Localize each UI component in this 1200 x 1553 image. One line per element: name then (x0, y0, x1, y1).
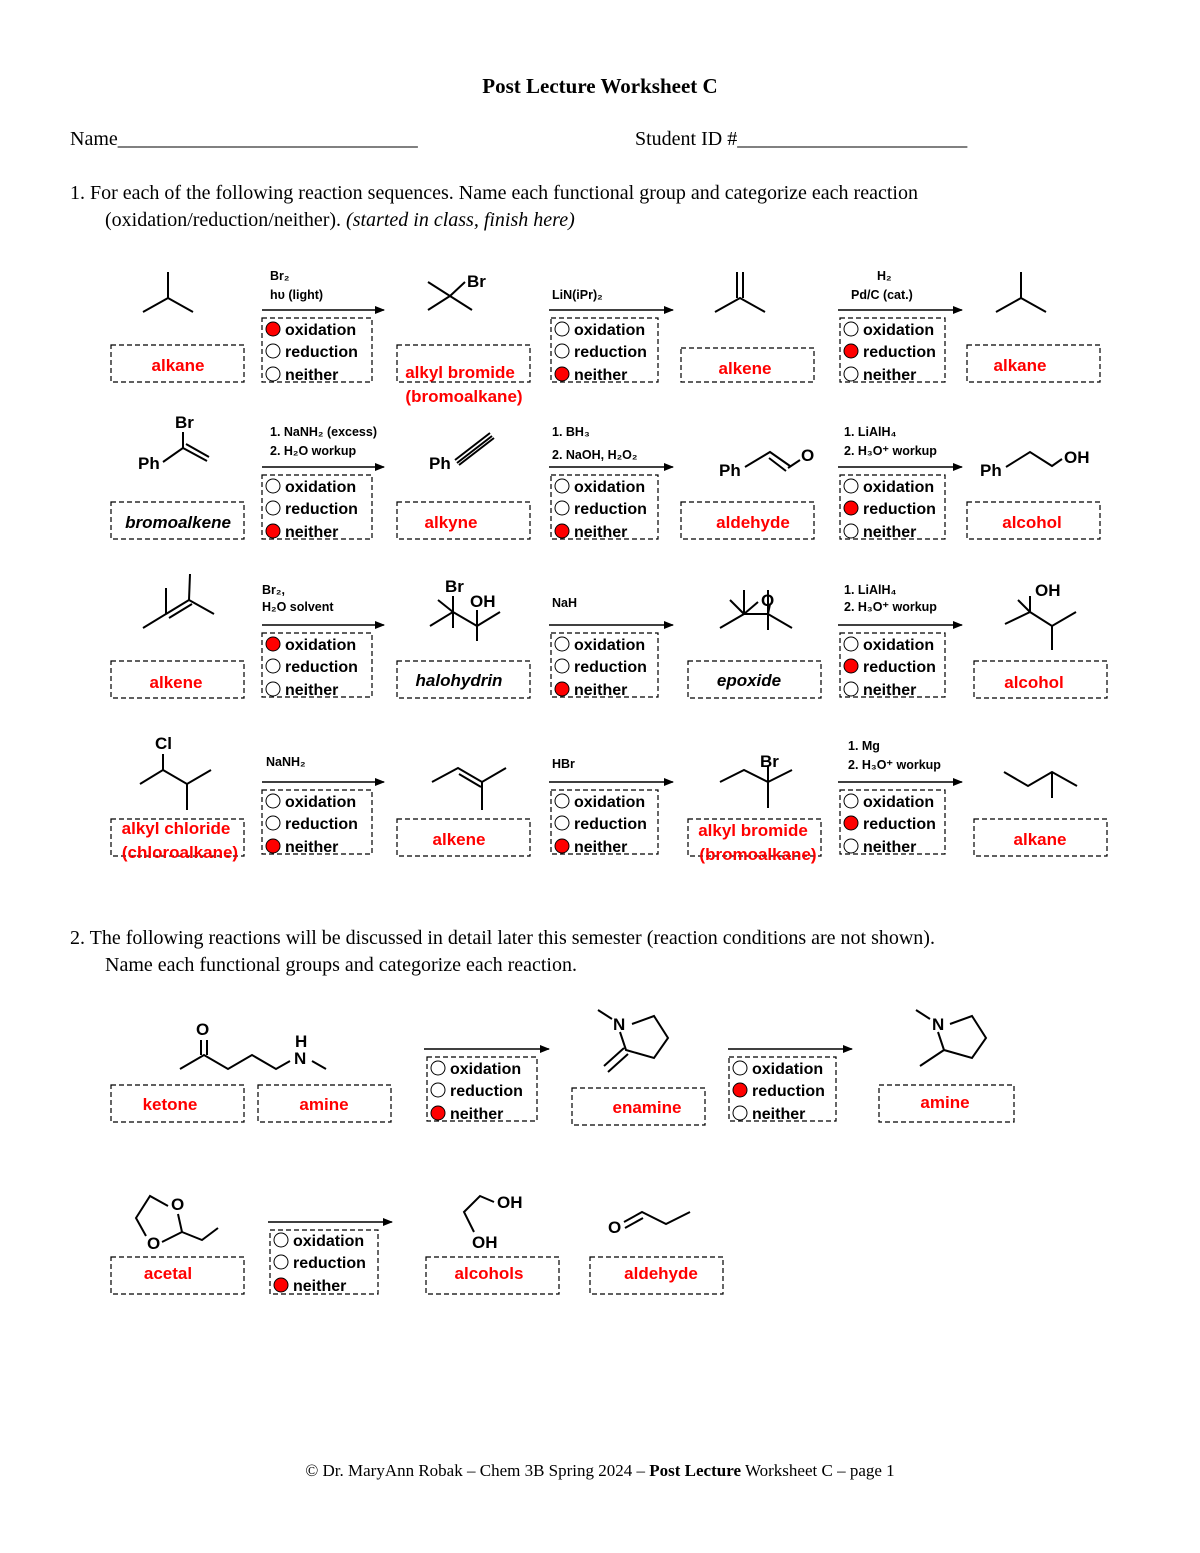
reagent: 1. Mg (848, 739, 880, 753)
radio-oxidation[interactable] (266, 322, 280, 336)
radio-neither[interactable] (274, 1278, 288, 1292)
radio-label: oxidation (285, 479, 357, 496)
alcohol-structure (1005, 596, 1076, 650)
radio-label: neither (574, 524, 628, 541)
reagent: Br₂, (262, 583, 285, 597)
answer-text: alkene (718, 359, 772, 378)
reagent: H₂ (877, 269, 892, 283)
atom-label: O (196, 1020, 210, 1039)
atom-label: O (801, 446, 815, 465)
answer-text: bromoalkene (125, 513, 231, 532)
epoxide-structure (720, 590, 792, 630)
reagent: HBr (552, 757, 575, 771)
radio-reduction[interactable] (266, 816, 280, 830)
radio-label: reduction (285, 816, 358, 833)
answer-text: ketone (142, 1095, 198, 1114)
radio-label: oxidation (574, 637, 646, 654)
radio-neither[interactable] (555, 839, 569, 853)
answer-text: (bromoalkane) (699, 845, 817, 864)
radio-label: reduction (574, 659, 647, 676)
radio-label: oxidation (863, 479, 935, 496)
radio-label: reduction (863, 344, 936, 361)
reagent: Pd/C (cat.) (851, 288, 913, 302)
footer: © Dr. MaryAnn Robak – Chem 3B Spring 2024 – Post Lecture Worksheet C – page 1 (305, 1461, 895, 1480)
alkene-structure (432, 768, 506, 810)
alkyl-chloride-structure (140, 754, 211, 810)
radio-oxidation[interactable] (733, 1061, 747, 1075)
radio-group[interactable] (844, 322, 936, 384)
radio-group[interactable] (266, 794, 358, 856)
radio-label: reduction (574, 501, 647, 518)
reagent: NaH (552, 596, 578, 610)
atom-label: O (608, 1218, 622, 1237)
atom-label: Ph (429, 454, 451, 473)
atom-label: OH (1064, 448, 1090, 467)
radio-label: reduction (450, 1083, 523, 1100)
radio-label: oxidation (285, 637, 357, 654)
reagent: Br₂ (270, 269, 290, 283)
amine-ring-structure (916, 1010, 986, 1066)
reagent: 2. H₃O⁺ workup (844, 444, 937, 458)
radio-reduction[interactable] (844, 344, 858, 358)
radio-group[interactable] (555, 637, 647, 699)
atom-label: Ph (719, 461, 741, 480)
radio-label: neither (574, 367, 628, 384)
radio-label: reduction (285, 344, 358, 361)
bromoalkene-structure (163, 432, 209, 462)
answer-text: amine (920, 1093, 970, 1112)
atom-label: Ph (980, 461, 1002, 480)
answer-text: amine (299, 1095, 349, 1114)
radio-oxidation[interactable] (555, 479, 569, 493)
radio-label: oxidation (574, 794, 646, 811)
answer-text: alcohol (1002, 513, 1062, 532)
tert-butyl-bromide-structure (428, 282, 472, 310)
reagent: 1. LiAlH₄ (844, 583, 897, 597)
radio-reduction[interactable] (844, 659, 858, 673)
radio-label: reduction (574, 816, 647, 833)
row2 (111, 413, 1100, 541)
radio-neither[interactable] (266, 367, 280, 381)
radio-neither[interactable] (266, 682, 280, 696)
answer-text: enamine (612, 1098, 682, 1117)
answer-text: alkene (149, 673, 203, 692)
radio-label: oxidation (293, 1233, 365, 1250)
radio-label: neither (293, 1278, 347, 1295)
radio-label: neither (863, 682, 917, 699)
radio-neither[interactable] (431, 1106, 445, 1120)
reagent: hυ (light) (270, 288, 324, 302)
answer-text: acetal (143, 1264, 193, 1283)
atom-label: OH (472, 1233, 498, 1252)
reagent: 2. H₂O workup (270, 444, 357, 458)
atom-label: Cl (155, 734, 172, 753)
name-field[interactable]: Name______________________________ (70, 128, 418, 150)
row4 (111, 734, 1107, 864)
alkyl-bromide-structure (720, 766, 792, 808)
answer-text: alkyl chloride (121, 819, 231, 838)
radio-group[interactable] (266, 637, 358, 699)
answer-text: alkene (432, 830, 486, 849)
atom-label: N (613, 1015, 626, 1034)
radio-group[interactable] (555, 794, 647, 856)
radio-neither[interactable] (266, 524, 280, 538)
radio-label: reduction (863, 501, 936, 518)
radio-neither[interactable] (555, 367, 569, 381)
radio-label: neither (574, 839, 628, 856)
enamine-structure (598, 1010, 668, 1072)
answer-text: alkyl bromide (698, 821, 808, 840)
reagent: 2. H₃O⁺ workup (848, 758, 941, 772)
answer-text: (chloroalkane) (121, 843, 239, 862)
tetramethylethylene-structure (143, 574, 214, 628)
radio-neither[interactable] (555, 682, 569, 696)
atom-label: OH (470, 592, 496, 611)
radio-neither[interactable] (844, 682, 858, 696)
alcohol-structure (1006, 452, 1062, 467)
alkyne-structure (455, 433, 494, 465)
radio-label: neither (863, 367, 917, 384)
radio-oxidation[interactable] (555, 794, 569, 808)
radio-label: neither (285, 367, 339, 384)
radio-label: reduction (293, 1255, 366, 1272)
radio-oxidation[interactable] (555, 322, 569, 336)
atom-label: N (932, 1015, 945, 1034)
atom-label: O (171, 1195, 185, 1214)
isobutylene-structure (715, 272, 765, 312)
question-1-line1: 1. For each of the following reaction sequences. Name each functional group and categorize each reaction (70, 182, 918, 204)
diol-structure (464, 1196, 494, 1232)
radio-label: neither (574, 682, 628, 699)
radio-group[interactable] (274, 1233, 366, 1295)
atom-label: Ph (138, 454, 160, 473)
radio-neither[interactable] (844, 839, 858, 853)
q2-row2 (111, 1193, 723, 1295)
radio-oxidation[interactable] (844, 794, 858, 808)
radio-reduction[interactable] (555, 344, 569, 358)
radio-reduction[interactable] (555, 501, 569, 515)
radio-reduction[interactable] (266, 344, 280, 358)
row3 (111, 574, 1107, 699)
atom-label: OH (497, 1193, 523, 1212)
radio-oxidation[interactable] (266, 794, 280, 808)
radio-label: reduction (285, 659, 358, 676)
radio-group[interactable] (431, 1061, 523, 1123)
atom-label: Br (445, 577, 464, 596)
radio-oxidation[interactable] (555, 637, 569, 651)
answer-text: (bromoalkane) (405, 387, 523, 406)
radio-label: reduction (863, 659, 936, 676)
reagent: 1. NaNH₂ (excess) (270, 425, 377, 439)
reagent: 1. BH₃ (552, 425, 590, 439)
answer-text: alkane (993, 356, 1047, 375)
radio-reduction[interactable] (555, 816, 569, 830)
answer-text: halohydrin (415, 671, 503, 690)
atom-label: H (295, 1032, 308, 1051)
radio-label: oxidation (863, 794, 935, 811)
question-1-note: (started in class, finish here) (346, 209, 575, 231)
radio-reduction[interactable] (733, 1083, 747, 1097)
radio-oxidation[interactable] (844, 322, 858, 336)
radio-label: oxidation (574, 479, 646, 496)
radio-group[interactable] (844, 794, 936, 856)
reagent: H₂O solvent (262, 600, 334, 614)
answer-text: alkane (151, 356, 205, 375)
radio-label: oxidation (450, 1061, 522, 1078)
radio-group[interactable] (733, 1061, 825, 1123)
answer-text: epoxide (716, 671, 782, 690)
reagent: 2. H₃O⁺ workup (844, 600, 937, 614)
aldehyde-structure (745, 452, 800, 471)
answer-text: alcohol (1004, 673, 1064, 692)
radio-label: reduction (285, 501, 358, 518)
reagent: 2. NaOH, H₂O₂ (552, 448, 638, 462)
answer-text: aldehyde (624, 1264, 698, 1283)
radio-oxidation[interactable] (431, 1061, 445, 1075)
radio-label: neither (752, 1106, 806, 1123)
question-2-line1: 2. The following reactions will be discussed in detail later this semester (reaction conditions are not shown). (70, 927, 935, 949)
atom-label: Br (467, 272, 486, 291)
radio-reduction[interactable] (844, 501, 858, 515)
row1 (111, 269, 1100, 406)
radio-oxidation[interactable] (266, 479, 280, 493)
radio-group[interactable] (555, 322, 647, 384)
answer-text: alkane (1013, 830, 1067, 849)
radio-label: neither (863, 524, 917, 541)
radio-group[interactable] (555, 479, 647, 541)
atom-label: OH (1035, 581, 1061, 600)
radio-oxidation[interactable] (844, 637, 858, 651)
radio-label: reduction (863, 816, 936, 833)
reagent: 1. LiAlH₄ (844, 425, 897, 439)
radio-reduction[interactable] (274, 1255, 288, 1269)
radio-label: neither (285, 682, 339, 699)
radio-label: reduction (574, 344, 647, 361)
radio-label: oxidation (285, 322, 357, 339)
radio-label: neither (285, 839, 339, 856)
radio-group[interactable] (266, 322, 358, 384)
radio-oxidation[interactable] (274, 1233, 288, 1247)
radio-label: oxidation (285, 794, 357, 811)
question-1-line2: (oxidation/reduction/neither). (started in class, finish here) (105, 209, 575, 231)
radio-label: neither (285, 524, 339, 541)
radio-reduction[interactable] (844, 816, 858, 830)
radio-label: neither (450, 1106, 504, 1123)
reagent: NaNH₂ (266, 755, 306, 769)
radio-reduction[interactable] (555, 659, 569, 673)
radio-neither[interactable] (733, 1106, 747, 1120)
radio-label: oxidation (863, 637, 935, 654)
isobutane-structure (143, 272, 193, 312)
radio-label: oxidation (752, 1061, 824, 1078)
radio-neither[interactable] (844, 524, 858, 538)
answer-text: alkyl bromide (405, 363, 515, 382)
radio-group[interactable] (844, 479, 936, 541)
aldehyde-structure (624, 1212, 690, 1228)
radio-label: neither (863, 839, 917, 856)
radio-neither[interactable] (844, 367, 858, 381)
atom-label: Br (175, 413, 194, 432)
radio-oxidation[interactable] (844, 479, 858, 493)
atom-label: O (147, 1234, 161, 1253)
answer-text: alkyne (424, 513, 478, 532)
question-2-line2: Name each functional groups and categorize each reaction. (105, 954, 577, 976)
atom-label: O (761, 591, 775, 610)
radio-label: reduction (752, 1083, 825, 1100)
atom-label: Br (760, 752, 779, 771)
student-id-field[interactable]: Student ID #_______________________ (635, 128, 968, 150)
page-title: Post Lecture Worksheet C (482, 74, 718, 98)
radio-reduction[interactable] (266, 501, 280, 515)
answer-text: alcohols (454, 1264, 524, 1283)
atom-label: N (294, 1049, 307, 1068)
radio-label: oxidation (574, 322, 646, 339)
radio-label: oxidation (863, 322, 935, 339)
radio-group[interactable] (844, 637, 936, 699)
radio-group[interactable] (266, 479, 358, 541)
radio-oxidation[interactable] (266, 637, 280, 651)
radio-neither[interactable] (555, 524, 569, 538)
reagent: LiN(iPr)₂ (552, 288, 603, 302)
radio-neither[interactable] (266, 839, 280, 853)
isobutane-structure (996, 272, 1046, 312)
alkane-structure (1004, 772, 1077, 798)
q2-row1 (111, 1010, 1014, 1125)
radio-reduction[interactable] (431, 1083, 445, 1097)
radio-reduction[interactable] (266, 659, 280, 673)
answer-text: aldehyde (716, 513, 790, 532)
